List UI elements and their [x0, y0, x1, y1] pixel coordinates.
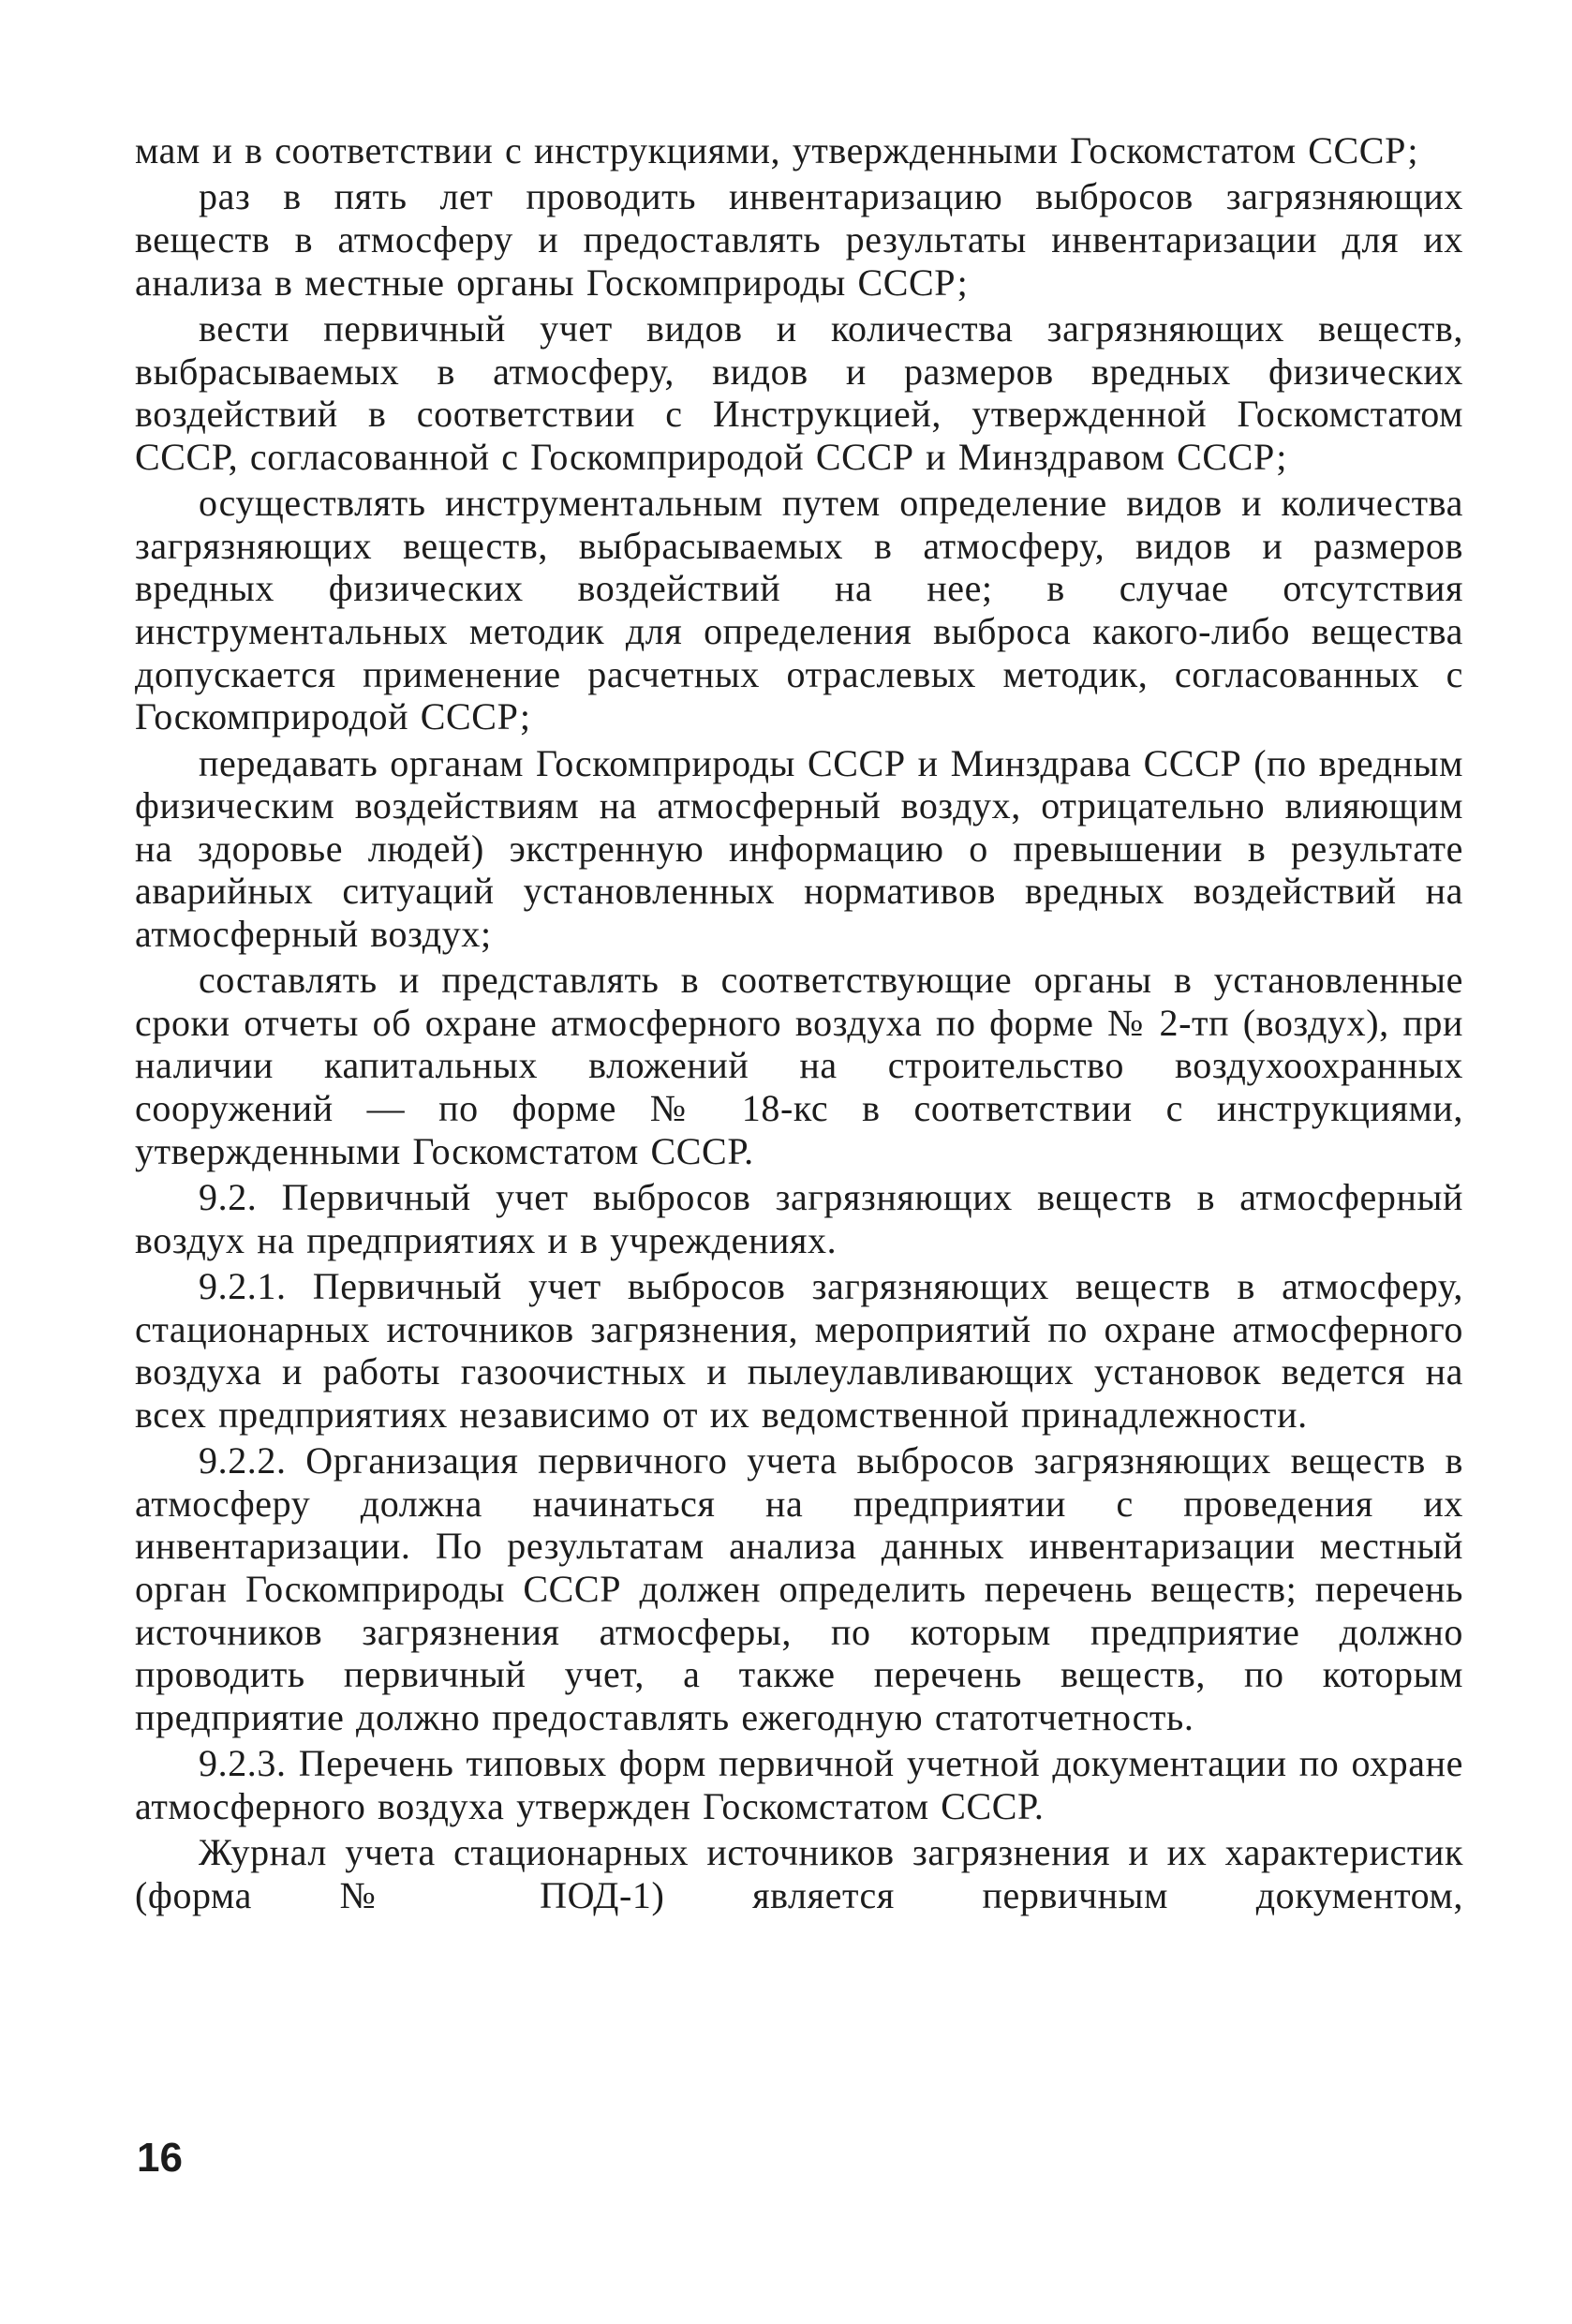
section-9-2-1: 9.2.1. Первичный учет выбросов загрязняющих веществ в атмосферу, стационарных источников загрязнения, мероприятий по охране атмосферного воздуха и работы газоочистных и пылеулавливающих установок ведется на всех предприятиях независимо от их ведомственной принадлежности. [135, 1265, 1463, 1436]
paragraph-reports: составлять и представлять в соответствующие органы в установленные сроки отчеты об охране атмосферного воздуха по форме № 2-тп (воздух), при наличии капитальных вложений на строительство воздухоохранных сооружений — по форме № 18-кс в соответствии с инструкциями, утвержденными Госкомстатом СССР. [135, 959, 1463, 1172]
page-number: 16 [137, 2135, 183, 2181]
paragraph-journal: Журнал учета стационарных источников загрязнения и их характеристик (форма № ПОД-1) является первичным документом, [135, 1831, 1463, 1916]
section-9-2-3: 9.2.3. Перечень типовых форм первичной учетной документации по охране атмосферного воздуха утвержден Госкомстатом СССР. [135, 1742, 1463, 1827]
section-9-2-2: 9.2.2. Организация первичного учета выбросов загрязняющих веществ в атмосферу должна начинаться на предприятии с проведения их инвентаризации. По результатам анализа данных инвентаризации местный орган Госкомприроды СССР должен определить перечень веществ; перечень источников загрязнения атмосферы, по которым предприятие должно проводить первичный учет, а также перечень веществ, по которым предприятие должно предоставлять ежегодную статотчетность. [135, 1439, 1463, 1738]
paragraph-continuation: мам и в соответствии с инструкциями, утвержденными Госкомстатом СССР; [135, 129, 1419, 171]
paragraph-instrumental-measurement: осуществлять инструментальным путем определение видов и количества загрязняющих веществ, выбрасываемых в атмосферу, видов и размеров вредных физических воздействий на нее; в случае отсутствия инструментальных методик для определения выброса какого-либо вещества допускается применение расчетных отраслевых методик, согласованных с Госкомприродой СССР; [135, 482, 1463, 738]
paragraph-primary-record: вести первичный учет видов и количества загрязняющих веществ, выбрасываемых в атмосферу, видов и размеров вредных физических воздействий в соответствии с Инструкцией, утвержденной Госкомстатом СССР, согласованной с Госкомприродой СССР и Минздравом СССР; [135, 306, 1463, 478]
body-text [135, 129, 1463, 1920]
paragraph-emergency-info: передавать органам Госкомприроды СССР и Минздрава СССР (по вредным физическим воздействиям на атмосферный воздух, отрицательно влияющим на здоровье людей) экстренную информацию о превышении в результате аварийных ситуаций установленных нормативов вредных воздействий на атмосферный воздух; [135, 741, 1463, 955]
paragraph-inventory: раз в пять лет проводить инвентаризацию выбросов загрязняющих веществ в атмосферу и предоставлять результаты инвентаризации для их анализа в местные органы Госкомприроды СССР; [135, 175, 1463, 304]
section-9-2: 9.2. Первичный учет выбросов загрязняющих веществ в атмосферный воздух на предприятиях и в учреждениях. [135, 1176, 1463, 1261]
